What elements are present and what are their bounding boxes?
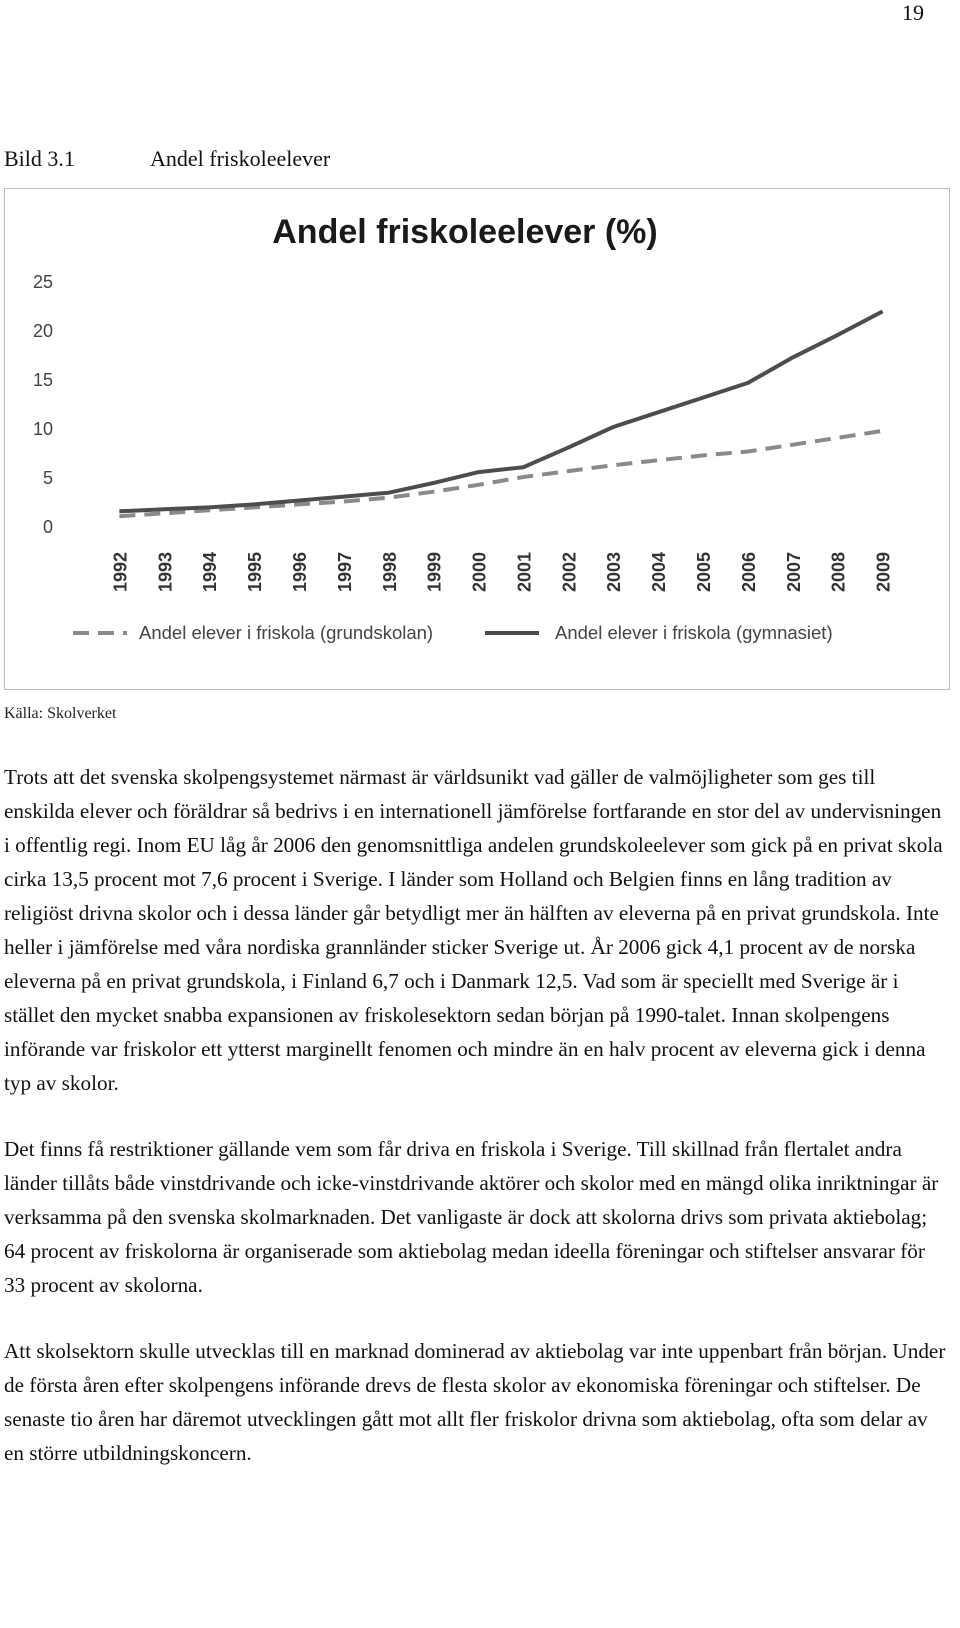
y-tick-label: 0 <box>42 517 53 537</box>
paragraph: Det finns få restriktioner gällande vem som får driva en friskola i Sverige. Till skillnad från flertalet andra länder tillåts både vinstdrivande och icke-vinstdrivande aktörer och skolor med en mängd olika inriktningar är verksamma på den svenska skolmarknaden. Det vanligaste är dock att skolorna drivs som privata aktiebolag; 64 procent av friskolorna är organiserade som aktiebolag medan ideella föreningar och stiftelser ansvarar för 33 procent av skolorna. <box>4 1137 939 1297</box>
series-line-1 <box>119 431 882 516</box>
y-tick-label: 20 <box>32 321 53 341</box>
series-layer <box>119 311 882 516</box>
x-tick-label: 2009 <box>873 551 894 592</box>
figure-title: Andel friskoleelever <box>150 146 331 171</box>
x-tick-label: 1998 <box>379 551 400 592</box>
x-tick-label: 2005 <box>694 551 714 592</box>
y-tick-label: 25 <box>32 272 53 292</box>
x-tick-label: 2001 <box>514 551 535 592</box>
x-tick-label: 2007 <box>783 551 804 592</box>
x-tick-label: 2002 <box>559 551 580 592</box>
x-tick-label: 1992 <box>110 551 131 592</box>
y-tick-label: 15 <box>32 370 53 390</box>
x-tick-label: 1994 <box>200 551 221 592</box>
legend-label-1: Andel elever i friskola (grundskolan) <box>139 622 434 643</box>
x-tick-label: 1996 <box>290 551 310 592</box>
y-tick-label: 5 <box>42 468 53 488</box>
x-tick-label: 1995 <box>245 551 266 592</box>
x-tick-label: 2008 <box>828 551 849 592</box>
y-axis <box>33 272 53 537</box>
legend-label-2: Andel elever i friskola (gymnasiet) <box>555 622 833 643</box>
chart-title: Andel friskoleelever (%) <box>272 213 658 251</box>
legend <box>73 622 833 643</box>
source-note: Källa: Skolverket <box>4 705 117 722</box>
x-tick-label: 1997 <box>334 551 355 592</box>
x-tick-label: 1999 <box>424 551 445 592</box>
paragraph: Trots att det svenska skolpengsystemet närmast är världsunikt vad gäller de valmöjligheter som ges till enskilda elever och föräldrar så bedrivs i en internationell jämförelse fortfarande en stor del av undervisningen i offentlig regi. Inom EU låg år 2006 den genomsnittliga andelen grundskoleelever som gick på en privat skola cirka 13,5 procent mot 7,6 procent i Sverige. I länder som Holland och Belgien finns en lång tradition av religiöst drivna skolor och i dessa länder går betydligt mer än hälften av eleverna på en privat grundskola. Inte heller i jämförelse med våra nordiska grannländer sticker Sverige ut. År 2006 gick 4,1 procent av de norska eleverna på en privat grundskola, i Finland 6,7 och i Danmark 12,5. Vad som är speciellt med Sverige är i stället den mycket snabba expansionen av friskolesektorn sedan början på 1990-talet. Innan skolpengens införande var friskolor ett ytterst marginellt fenomen och mindre än en halv procent av eleverna gick i denna typ av skolor. <box>4 765 943 1095</box>
page-number: 19 <box>902 0 924 25</box>
chart-container <box>4 188 950 690</box>
x-tick-label: 1993 <box>155 551 176 592</box>
figure-label: Bild 3.1 <box>4 146 75 171</box>
figure-caption <box>4 146 330 172</box>
x-tick-label: 2006 <box>738 551 759 592</box>
x-tick-label: 2000 <box>469 551 490 592</box>
body-text <box>4 760 946 1502</box>
x-axis <box>110 552 893 592</box>
y-tick-label: 10 <box>32 419 53 439</box>
x-tick-label: 2004 <box>649 551 670 592</box>
line-chart <box>5 189 948 688</box>
paragraph: Att skolsektorn skulle utvecklas till en marknad dominerad av aktiebolag var inte uppenbart från början. Under de första åren efter skolpengens införande drevs de flesta skolor av ekonomiska föreningar och stiftelser. De senaste tio åren har däremot utvecklingen gått mot allt fler friskolor drivna som aktiebolag, ofta som delar av en större utbildningskoncern. <box>4 1339 946 1465</box>
x-tick-label: 2003 <box>604 551 625 592</box>
